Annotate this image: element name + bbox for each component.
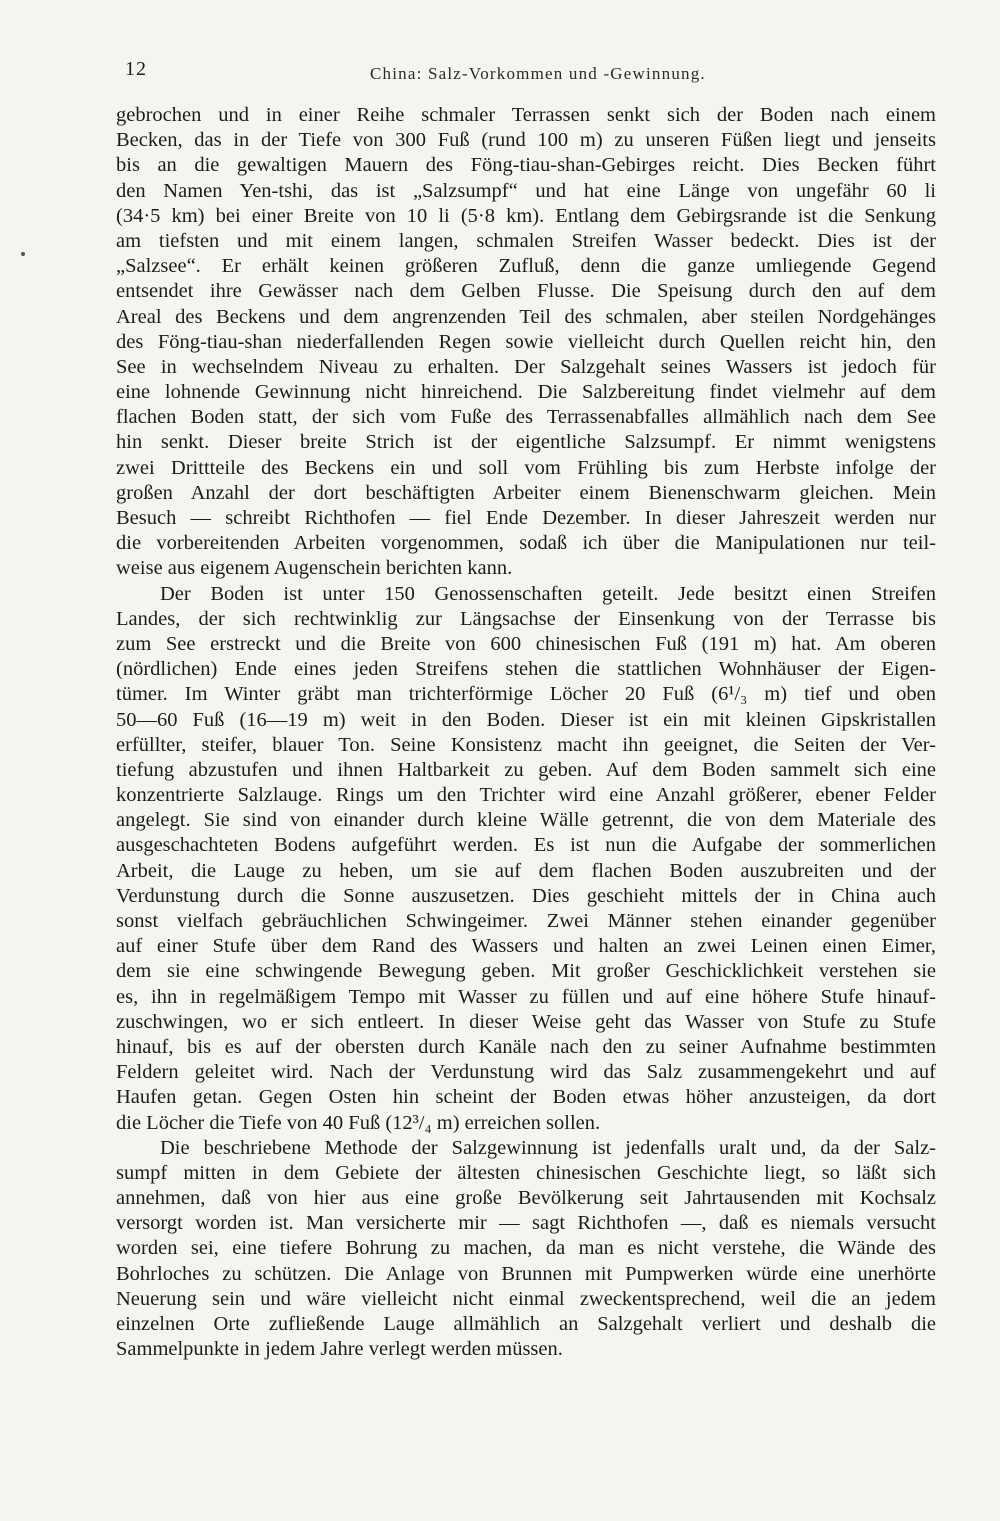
text-line: Bohrloches zu schützen. Die Anlage von Brunnen mit Pumpwerken würde eine unerhörte <box>116 1262 936 1285</box>
text-line: zum See erstreckt und die Breite von 600 chinesischen Fuß (191 m) hat. Am oberen <box>116 632 936 655</box>
text-line: Landes, der sich rechtwinklig zur Längsachse der Einsenkung von der Terrasse bis <box>116 607 936 630</box>
text-line: Besuch — schreibt Richthofen — fiel Ende Dezember. In dieser Jahreszeit werden nur <box>116 507 936 529</box>
running-head: China: Salz-Vorkommen und -Gewinnung. <box>370 64 706 83</box>
text-line: tiefung abzustufen und ihnen Haltbarkeit zu geben. Auf dem Boden sammelt sich eine <box>116 758 936 781</box>
text-line: einzelnen Orte zufließende Lauge allmählich an Salzgehalt verliert und deshalb die <box>116 1313 936 1335</box>
text-line: annehmen, daß von hier aus eine große Bevölkerung seit Jahrtausenden mit Kochsalz <box>116 1187 936 1210</box>
text-line: Becken, das in der Tiefe von 300 Fuß (rund 100 m) zu unseren Füßen liegt und jenseits <box>116 129 936 152</box>
text-line: (34·5 km) bei einer Breite von 10 li (5·8 km). Entlang dem Gebirgsrande ist die Senkung <box>116 204 936 227</box>
text-line: Haufen getan. Gegen Osten hin scheint der Boden etwas höher anzusteigen, da dort <box>116 1086 936 1109</box>
paragraph <box>116 582 936 1136</box>
text-line: worden sei, eine tiefere Bohrung zu machen, da man es nicht verstehe, die Wände des <box>116 1237 936 1260</box>
text-line: Sammelpunkte in jedem Jahre verlegt werden müssen. <box>116 1338 563 1361</box>
text-line: den Namen Yen-tshi, das ist „Salzsumpf“ und hat eine Länge von ungefähr 60 li <box>116 179 936 202</box>
text-line: die vorbereitenden Arbeiten vorgenommen, sodaß ich über die Manipulationen nur teil- <box>116 532 936 555</box>
text-line: Arbeit, die Lauge zu heben, um sie auf dem flachen Boden auszubreiten und der <box>116 859 936 882</box>
text-line: am tiefsten und mit einem langen, schmalen Streifen Wasser bedeckt. Dies ist der <box>116 229 936 252</box>
text-line: versorgt worden ist. Man versicherte mir — sagt Richthofen —, daß es niemals versucht <box>116 1212 936 1235</box>
text-line: bis an die gewaltigen Mauern des Föng-tiau-shan-Gebirges reicht. Dies Becken führt <box>116 154 936 177</box>
text-line: auf einer Stufe über dem Rand des Wassers und halten an zwei Leinen einen Eimer, <box>116 935 936 958</box>
text-line: Areal des Beckens und dem angrenzenden Teil des schmalen, aber steilen Nordgehänges <box>116 305 936 328</box>
text-line: tümer. Im Winter gräbt man trichterförmige Löcher 20 Fuß (6¹/₃ m) tief und oben <box>116 683 936 706</box>
text-line: es, ihn in regelmäßigem Tempo mit Wasser zu füllen und auf eine höhere Stufe hinauf- <box>116 985 936 1008</box>
body-text <box>116 103 936 1362</box>
paragraph <box>116 1136 936 1363</box>
text-line: „Salzsee“. Er erhält keinen größeren Zufluß, denn die ganze umliegende Gegend <box>116 255 936 278</box>
text-line: sonst vielfach gebräuchlichen Schwingeimer. Zwei Männer stehen einander gegenüber <box>116 910 936 932</box>
text-line: hinauf, bis es auf der obersten durch Kanäle nach den zu seiner Aufnahme bestimmten <box>116 1035 936 1058</box>
text-line: hin senkt. Dieser breite Strich ist der eigentliche Salzsumpf. Er nimmt wenigstens <box>116 431 936 454</box>
text-line: (nördlichen) Ende eines jeden Streifens stehen die stattlichen Wohnhäuser der Eigen- <box>116 658 936 681</box>
text-line: Neuerung sein und wäre vielleicht nicht einmal zweckentsprechend, weil die an jedem <box>116 1287 936 1310</box>
text-line: Feldern geleitet wird. Nach der Verdunstung wird das Salz zusammengekehrt und auf <box>116 1061 936 1084</box>
text-line: ausgeschachteten Bodens aufgeführt werden. Es ist nun die Aufgabe der sommerlichen <box>116 834 936 857</box>
text-line: Die beschriebene Methode der Salzgewinnung ist jedenfalls uralt und, da der Salz- <box>160 1136 936 1159</box>
text-line: zuschwingen, wo er sich entleert. In dieser Weise geht das Wasser von Stufe zu Stufe <box>116 1010 936 1033</box>
text-line: weise aus eigenem Augenschein berichten kann. <box>116 557 513 580</box>
text-line: 50—60 Fuß (16—19 m) weit in den Boden. Dieser ist ein mit kleinen Gipskristallen <box>116 708 936 731</box>
text-line: eine lohnende Gewinnung nicht hinreichend. Die Salzbereitung findet vielmehr auf dem <box>116 381 936 404</box>
text-line: gebrochen und in einer Reihe schmaler Terrassen senkt sich der Boden nach einem <box>116 104 936 126</box>
text-line: konzentrierte Salzlauge. Rings um den Trichter wird eine Anzahl größerer, ebener Felder <box>116 784 936 807</box>
text-line: dem sie eine schwingende Bewegung geben. Mit großer Geschicklichkeit verstehen sie <box>116 960 936 983</box>
text-line: erfüllter, steifer, blauer Ton. Seine Konsistenz macht ihn geeignet, die Seiten der Ver- <box>116 733 936 756</box>
text-line: Verdunstung durch die Sonne auszusetzen. Dies geschieht mittels der in China auch <box>116 884 936 907</box>
text-line: großen Anzahl der dort beschäftigten Arbeiter einem Bienenschwarm gleichen. Mein <box>116 481 936 504</box>
text-line: zwei Drittteile des Beckens ein und soll vom Frühling bis zum Herbste infolge der <box>116 456 936 479</box>
text-line: flachen Boden statt, der sich vom Fuße des Terrassenabfalles allmählich nach dem See <box>116 406 936 429</box>
text-line: die Löcher die Tiefe von 40 Fuß (12³/₄ m) erreichen sollen. <box>116 1111 601 1134</box>
page-number: 12 <box>125 58 147 80</box>
paragraph <box>116 103 936 582</box>
text-line: sumpf mitten in dem Gebiete der ältesten chinesischen Geschichte liegt, so läßt sich <box>116 1161 936 1184</box>
text-line: See in wechselndem Niveau zu erhalten. Der Salzgehalt seines Wassers ist jedoch für <box>116 355 936 378</box>
text-line: Der Boden ist unter 150 Genossenschaften geteilt. Jede besitzt einen Streifen <box>160 582 936 605</box>
text-line: angelegt. Sie sind von einander durch kleine Wälle getrennt, die von dem Materiale des <box>116 809 936 832</box>
stray-ink-dot <box>21 252 25 256</box>
text-line: des Föng-tiau-shan niederfallenden Regen sowie vielleicht durch Quellen reicht hin, den <box>116 330 936 353</box>
text-line: entsendet ihre Gewässer nach dem Gelben Flusse. Die Speisung durch den auf dem <box>116 280 936 303</box>
